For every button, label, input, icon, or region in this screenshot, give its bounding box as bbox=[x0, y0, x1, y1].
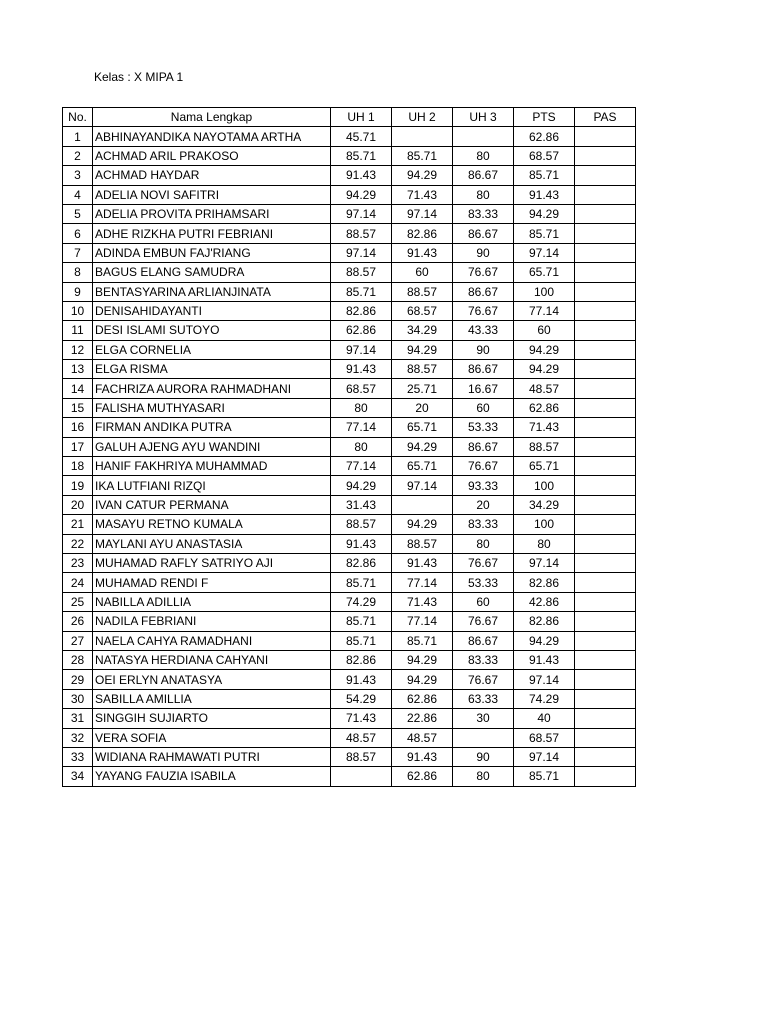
table-row bbox=[63, 515, 636, 534]
table-row bbox=[63, 709, 636, 728]
cell-uh1: 77.14 bbox=[331, 418, 392, 437]
cell-pas bbox=[575, 689, 636, 708]
cell-pas bbox=[575, 127, 636, 146]
cell-uh1: 85.71 bbox=[331, 573, 392, 592]
cell-uh3: 83.33 bbox=[453, 515, 514, 534]
table-row bbox=[63, 301, 636, 320]
cell-pas bbox=[575, 612, 636, 631]
cell-name: YAYANG FAUZIA ISABILA bbox=[93, 767, 331, 786]
table-row bbox=[63, 321, 636, 340]
cell-name: VERA SOFIA bbox=[93, 728, 331, 747]
cell-no: 32 bbox=[63, 728, 93, 747]
table-row bbox=[63, 418, 636, 437]
cell-uh3: 53.33 bbox=[453, 418, 514, 437]
cell-name: MUHAMAD RENDI F bbox=[93, 573, 331, 592]
cell-pts: 100 bbox=[514, 515, 575, 534]
cell-pts: 97.14 bbox=[514, 553, 575, 572]
cell-no: 3 bbox=[63, 166, 93, 185]
cell-pts: 82.86 bbox=[514, 573, 575, 592]
cell-pts: 65.71 bbox=[514, 263, 575, 282]
cell-pas bbox=[575, 592, 636, 611]
cell-uh3: 76.67 bbox=[453, 301, 514, 320]
cell-uh3: 86.67 bbox=[453, 224, 514, 243]
cell-pas bbox=[575, 728, 636, 747]
table-row bbox=[63, 534, 636, 553]
cell-no: 26 bbox=[63, 612, 93, 631]
cell-name: ACHMAD HAYDAR bbox=[93, 166, 331, 185]
cell-pts: 65.71 bbox=[514, 457, 575, 476]
cell-no: 20 bbox=[63, 495, 93, 514]
cell-no: 21 bbox=[63, 515, 93, 534]
cell-pas bbox=[575, 360, 636, 379]
cell-pts: 85.71 bbox=[514, 166, 575, 185]
cell-uh1: 97.14 bbox=[331, 204, 392, 223]
cell-uh2: 97.14 bbox=[392, 476, 453, 495]
cell-name: FACHRIZA AURORA RAHMADHANI bbox=[93, 379, 331, 398]
cell-uh1: 85.71 bbox=[331, 612, 392, 631]
table-row bbox=[63, 398, 636, 417]
cell-pas bbox=[575, 573, 636, 592]
cell-uh3: 93.33 bbox=[453, 476, 514, 495]
cell-uh2: 62.86 bbox=[392, 767, 453, 786]
cell-pts: 80 bbox=[514, 534, 575, 553]
cell-uh1: 88.57 bbox=[331, 263, 392, 282]
cell-pts: 42.86 bbox=[514, 592, 575, 611]
cell-uh1: 68.57 bbox=[331, 379, 392, 398]
table-row bbox=[63, 631, 636, 650]
cell-name: BAGUS ELANG SAMUDRA bbox=[93, 263, 331, 282]
table-row bbox=[63, 573, 636, 592]
cell-uh2: 94.29 bbox=[392, 166, 453, 185]
cell-pas bbox=[575, 476, 636, 495]
table-row bbox=[63, 457, 636, 476]
cell-uh1: 54.29 bbox=[331, 689, 392, 708]
cell-uh3: 80 bbox=[453, 146, 514, 165]
cell-no: 2 bbox=[63, 146, 93, 165]
table-row bbox=[63, 185, 636, 204]
cell-uh3: 53.33 bbox=[453, 573, 514, 592]
table-row bbox=[63, 767, 636, 786]
cell-uh2: 94.29 bbox=[392, 515, 453, 534]
cell-pts: 94.29 bbox=[514, 340, 575, 359]
cell-uh1: 74.29 bbox=[331, 592, 392, 611]
cell-uh2: 71.43 bbox=[392, 592, 453, 611]
cell-uh1: 85.71 bbox=[331, 282, 392, 301]
cell-uh3: 80 bbox=[453, 534, 514, 553]
cell-no: 22 bbox=[63, 534, 93, 553]
cell-uh3: 76.67 bbox=[453, 263, 514, 282]
cell-uh3: 76.67 bbox=[453, 553, 514, 572]
header-uh3: UH 3 bbox=[453, 108, 514, 127]
cell-uh3: 90 bbox=[453, 243, 514, 262]
cell-name: ABHINAYANDIKA NAYOTAMA ARTHA bbox=[93, 127, 331, 146]
cell-uh1: 91.43 bbox=[331, 360, 392, 379]
cell-pas bbox=[575, 146, 636, 165]
cell-pas bbox=[575, 243, 636, 262]
cell-uh2 bbox=[392, 127, 453, 146]
cell-name: ELGA CORNELIA bbox=[93, 340, 331, 359]
cell-pas bbox=[575, 553, 636, 572]
cell-uh2: 82.86 bbox=[392, 224, 453, 243]
table-row bbox=[63, 340, 636, 359]
cell-pas bbox=[575, 224, 636, 243]
cell-name: HANIF FAKHRIYA MUHAMMAD bbox=[93, 457, 331, 476]
table-row bbox=[63, 263, 636, 282]
cell-pas bbox=[575, 263, 636, 282]
cell-uh1 bbox=[331, 767, 392, 786]
cell-pts: 97.14 bbox=[514, 747, 575, 766]
cell-name: OEI ERLYN ANATASYA bbox=[93, 670, 331, 689]
table-row bbox=[63, 728, 636, 747]
cell-pas bbox=[575, 650, 636, 669]
cell-no: 30 bbox=[63, 689, 93, 708]
cell-uh3: 86.67 bbox=[453, 631, 514, 650]
cell-pas bbox=[575, 670, 636, 689]
table-row bbox=[63, 689, 636, 708]
cell-no: 14 bbox=[63, 379, 93, 398]
cell-pts: 94.29 bbox=[514, 360, 575, 379]
table-row bbox=[63, 146, 636, 165]
cell-name: ELGA RISMA bbox=[93, 360, 331, 379]
cell-uh1: 62.86 bbox=[331, 321, 392, 340]
cell-uh1: 85.71 bbox=[331, 146, 392, 165]
cell-pts: 94.29 bbox=[514, 204, 575, 223]
cell-no: 6 bbox=[63, 224, 93, 243]
cell-uh1: 82.86 bbox=[331, 650, 392, 669]
cell-uh2: 97.14 bbox=[392, 204, 453, 223]
table-row bbox=[63, 476, 636, 495]
cell-no: 24 bbox=[63, 573, 93, 592]
cell-uh3: 60 bbox=[453, 592, 514, 611]
cell-name: IKA LUTFIANI RIZQI bbox=[93, 476, 331, 495]
cell-pas bbox=[575, 767, 636, 786]
cell-uh2: 91.43 bbox=[392, 243, 453, 262]
cell-pts: 60 bbox=[514, 321, 575, 340]
cell-uh3: 80 bbox=[453, 767, 514, 786]
cell-uh3: 90 bbox=[453, 340, 514, 359]
cell-name: DESI ISLAMI SUTOYO bbox=[93, 321, 331, 340]
cell-uh3: 86.67 bbox=[453, 360, 514, 379]
cell-uh3: 20 bbox=[453, 495, 514, 514]
table-header-row bbox=[63, 108, 636, 127]
cell-pas bbox=[575, 437, 636, 456]
cell-pas bbox=[575, 418, 636, 437]
cell-uh2: 88.57 bbox=[392, 534, 453, 553]
table-row bbox=[63, 553, 636, 572]
cell-pas bbox=[575, 534, 636, 553]
cell-uh2: 94.29 bbox=[392, 437, 453, 456]
header-uh1: UH 1 bbox=[331, 108, 392, 127]
cell-uh3: 16.67 bbox=[453, 379, 514, 398]
cell-uh2: 22.86 bbox=[392, 709, 453, 728]
cell-no: 31 bbox=[63, 709, 93, 728]
header-uh2: UH 2 bbox=[392, 108, 453, 127]
cell-name: ADINDA EMBUN FAJ'RIANG bbox=[93, 243, 331, 262]
cell-no: 13 bbox=[63, 360, 93, 379]
cell-no: 23 bbox=[63, 553, 93, 572]
cell-pas bbox=[575, 457, 636, 476]
header-nama-lengkap: Nama Lengkap bbox=[93, 108, 331, 127]
cell-uh3: 63.33 bbox=[453, 689, 514, 708]
cell-pts: 48.57 bbox=[514, 379, 575, 398]
cell-uh2 bbox=[392, 495, 453, 514]
cell-uh2: 65.71 bbox=[392, 418, 453, 437]
cell-no: 4 bbox=[63, 185, 93, 204]
cell-uh1: 82.86 bbox=[331, 301, 392, 320]
cell-no: 17 bbox=[63, 437, 93, 456]
cell-no: 28 bbox=[63, 650, 93, 669]
cell-uh1: 91.43 bbox=[331, 534, 392, 553]
table-body bbox=[63, 127, 636, 786]
cell-pts: 91.43 bbox=[514, 650, 575, 669]
table-row bbox=[63, 166, 636, 185]
table-row bbox=[63, 592, 636, 611]
cell-uh1: 31.43 bbox=[331, 495, 392, 514]
table-row bbox=[63, 282, 636, 301]
cell-pts: 34.29 bbox=[514, 495, 575, 514]
cell-no: 29 bbox=[63, 670, 93, 689]
cell-uh2: 94.29 bbox=[392, 650, 453, 669]
cell-uh2: 34.29 bbox=[392, 321, 453, 340]
cell-pas bbox=[575, 340, 636, 359]
cell-name: GALUH AJENG AYU WANDINI bbox=[93, 437, 331, 456]
cell-name: FALISHA MUTHYASARI bbox=[93, 398, 331, 417]
cell-pts: 100 bbox=[514, 282, 575, 301]
cell-uh2: 65.71 bbox=[392, 457, 453, 476]
cell-pas bbox=[575, 301, 636, 320]
cell-uh3: 76.67 bbox=[453, 612, 514, 631]
cell-pts: 82.86 bbox=[514, 612, 575, 631]
cell-no: 18 bbox=[63, 457, 93, 476]
cell-no: 1 bbox=[63, 127, 93, 146]
cell-no: 5 bbox=[63, 204, 93, 223]
cell-uh2: 88.57 bbox=[392, 360, 453, 379]
cell-uh3: 86.67 bbox=[453, 282, 514, 301]
cell-uh1: 80 bbox=[331, 437, 392, 456]
cell-pas bbox=[575, 398, 636, 417]
cell-name: BENTASYARINA ARLIANJINATA bbox=[93, 282, 331, 301]
cell-no: 33 bbox=[63, 747, 93, 766]
cell-name: ADELIA NOVI SAFITRI bbox=[93, 185, 331, 204]
cell-name: NADILA FEBRIANI bbox=[93, 612, 331, 631]
table-row bbox=[63, 127, 636, 146]
cell-no: 11 bbox=[63, 321, 93, 340]
cell-pts: 91.43 bbox=[514, 185, 575, 204]
cell-uh1: 85.71 bbox=[331, 631, 392, 650]
cell-uh3: 76.67 bbox=[453, 670, 514, 689]
cell-pts: 97.14 bbox=[514, 670, 575, 689]
cell-pts: 94.29 bbox=[514, 631, 575, 650]
table-row bbox=[63, 204, 636, 223]
cell-no: 10 bbox=[63, 301, 93, 320]
class-label: Kelas : X MIPA 1 bbox=[94, 70, 184, 84]
cell-name: MASAYU RETNO KUMALA bbox=[93, 515, 331, 534]
cell-uh1: 88.57 bbox=[331, 224, 392, 243]
cell-no: 25 bbox=[63, 592, 93, 611]
cell-uh1: 80 bbox=[331, 398, 392, 417]
header-no: No. bbox=[63, 108, 93, 127]
cell-uh3: 86.67 bbox=[453, 437, 514, 456]
cell-name: IVAN CATUR PERMANA bbox=[93, 495, 331, 514]
cell-uh3: 83.33 bbox=[453, 204, 514, 223]
cell-uh2: 91.43 bbox=[392, 553, 453, 572]
cell-name: ACHMAD ARIL PRAKOSO bbox=[93, 146, 331, 165]
cell-no: 16 bbox=[63, 418, 93, 437]
cell-name: MUHAMAD RAFLY SATRIYO AJI bbox=[93, 553, 331, 572]
table-row bbox=[63, 670, 636, 689]
cell-uh2: 94.29 bbox=[392, 670, 453, 689]
cell-name: NAELA CAHYA RAMADHANI bbox=[93, 631, 331, 650]
cell-pas bbox=[575, 631, 636, 650]
cell-no: 9 bbox=[63, 282, 93, 301]
cell-uh1: 91.43 bbox=[331, 166, 392, 185]
cell-no: 15 bbox=[63, 398, 93, 417]
cell-name: SABILLA AMILLIA bbox=[93, 689, 331, 708]
cell-uh1: 77.14 bbox=[331, 457, 392, 476]
cell-pas bbox=[575, 709, 636, 728]
cell-uh3: 83.33 bbox=[453, 650, 514, 669]
cell-name: ADHE RIZKHA PUTRI FEBRIANI bbox=[93, 224, 331, 243]
cell-name: WIDIANA RAHMAWATI PUTRI bbox=[93, 747, 331, 766]
cell-uh1: 45.71 bbox=[331, 127, 392, 146]
table-row bbox=[63, 379, 636, 398]
cell-uh3 bbox=[453, 127, 514, 146]
cell-pts: 62.86 bbox=[514, 398, 575, 417]
cell-pts: 68.57 bbox=[514, 728, 575, 747]
cell-pts: 77.14 bbox=[514, 301, 575, 320]
cell-uh2: 94.29 bbox=[392, 340, 453, 359]
cell-uh2: 77.14 bbox=[392, 573, 453, 592]
cell-uh3: 76.67 bbox=[453, 457, 514, 476]
cell-name: FIRMAN ANDIKA PUTRA bbox=[93, 418, 331, 437]
cell-no: 27 bbox=[63, 631, 93, 650]
cell-pts: 74.29 bbox=[514, 689, 575, 708]
cell-uh2: 48.57 bbox=[392, 728, 453, 747]
cell-name: DENISAHIDAYANTI bbox=[93, 301, 331, 320]
cell-pas bbox=[575, 747, 636, 766]
cell-uh3: 43.33 bbox=[453, 321, 514, 340]
table-row bbox=[63, 224, 636, 243]
cell-uh3: 60 bbox=[453, 398, 514, 417]
cell-uh2: 62.86 bbox=[392, 689, 453, 708]
cell-uh3: 80 bbox=[453, 185, 514, 204]
cell-name: MAYLANI AYU ANASTASIA bbox=[93, 534, 331, 553]
cell-uh1: 97.14 bbox=[331, 340, 392, 359]
cell-pas bbox=[575, 166, 636, 185]
cell-name: SINGGIH SUJIARTO bbox=[93, 709, 331, 728]
table-row bbox=[63, 495, 636, 514]
cell-uh3: 30 bbox=[453, 709, 514, 728]
cell-uh1: 97.14 bbox=[331, 243, 392, 262]
cell-no: 19 bbox=[63, 476, 93, 495]
cell-uh2: 77.14 bbox=[392, 612, 453, 631]
cell-pts: 40 bbox=[514, 709, 575, 728]
cell-uh2: 85.71 bbox=[392, 631, 453, 650]
table-row bbox=[63, 437, 636, 456]
cell-name: ADELIA PROVITA PRIHAMSARI bbox=[93, 204, 331, 223]
cell-uh2: 71.43 bbox=[392, 185, 453, 204]
cell-uh1: 91.43 bbox=[331, 670, 392, 689]
cell-pts: 97.14 bbox=[514, 243, 575, 262]
cell-uh1: 88.57 bbox=[331, 515, 392, 534]
cell-no: 7 bbox=[63, 243, 93, 262]
cell-pas bbox=[575, 379, 636, 398]
cell-no: 8 bbox=[63, 263, 93, 282]
table-row bbox=[63, 360, 636, 379]
cell-uh3: 90 bbox=[453, 747, 514, 766]
cell-name: NATASYA HERDIANA CAHYANI bbox=[93, 650, 331, 669]
cell-pts: 85.71 bbox=[514, 224, 575, 243]
cell-uh2: 85.71 bbox=[392, 146, 453, 165]
header-pas: PAS bbox=[575, 108, 636, 127]
cell-uh2: 68.57 bbox=[392, 301, 453, 320]
cell-pas bbox=[575, 185, 636, 204]
cell-uh2: 25.71 bbox=[392, 379, 453, 398]
cell-pas bbox=[575, 321, 636, 340]
table-row bbox=[63, 243, 636, 262]
header-pts: PTS bbox=[514, 108, 575, 127]
cell-uh1: 82.86 bbox=[331, 553, 392, 572]
cell-pts: 85.71 bbox=[514, 767, 575, 786]
cell-uh1: 94.29 bbox=[331, 185, 392, 204]
cell-uh1: 88.57 bbox=[331, 747, 392, 766]
cell-pas bbox=[575, 204, 636, 223]
cell-uh1: 94.29 bbox=[331, 476, 392, 495]
grades-table bbox=[62, 107, 636, 787]
cell-pts: 62.86 bbox=[514, 127, 575, 146]
cell-uh2: 91.43 bbox=[392, 747, 453, 766]
table-row bbox=[63, 650, 636, 669]
cell-pts: 71.43 bbox=[514, 418, 575, 437]
cell-pas bbox=[575, 515, 636, 534]
table-row bbox=[63, 747, 636, 766]
cell-no: 34 bbox=[63, 767, 93, 786]
cell-uh1: 71.43 bbox=[331, 709, 392, 728]
cell-no: 12 bbox=[63, 340, 93, 359]
cell-pts: 88.57 bbox=[514, 437, 575, 456]
cell-pas bbox=[575, 282, 636, 301]
cell-pas bbox=[575, 495, 636, 514]
cell-uh3: 86.67 bbox=[453, 166, 514, 185]
cell-pts: 100 bbox=[514, 476, 575, 495]
cell-uh2: 20 bbox=[392, 398, 453, 417]
cell-name: NABILLA ADILLIA bbox=[93, 592, 331, 611]
table-row bbox=[63, 612, 636, 631]
cell-pts: 68.57 bbox=[514, 146, 575, 165]
cell-uh2: 60 bbox=[392, 263, 453, 282]
cell-uh1: 48.57 bbox=[331, 728, 392, 747]
cell-uh3 bbox=[453, 728, 514, 747]
cell-uh2: 88.57 bbox=[392, 282, 453, 301]
